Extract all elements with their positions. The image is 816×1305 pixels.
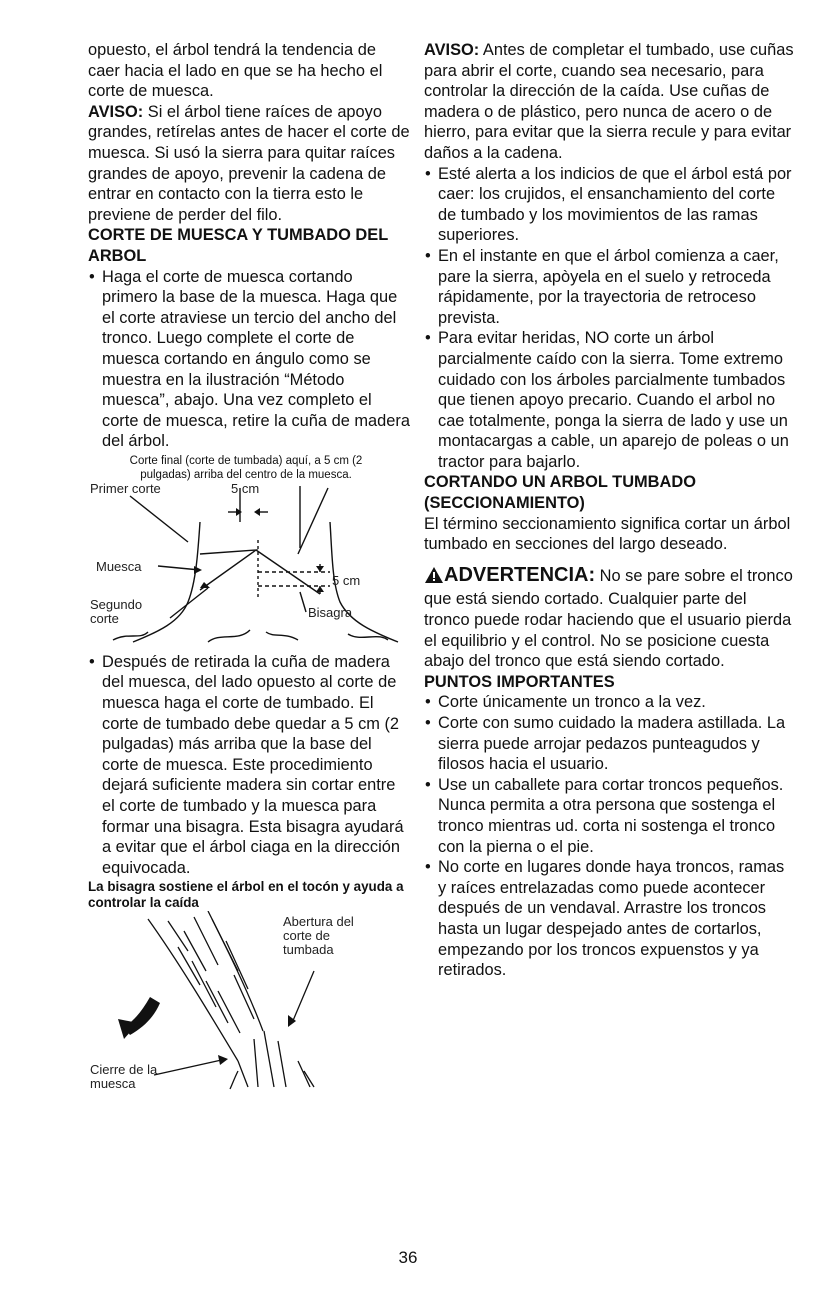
aviso-text: Antes de completar el tumbado, use cuñas para abrir el corte, cuando sea necesario, para controlar la dirección de la caída. Use cuñas de madera o de plástico, pero nunca de acero o de hierro, para evitar que la sierra recule y para evitar daños a la cadena. (424, 41, 794, 162)
warning-text: No se pare sobre el tronco que está siendo cortado. Cualquier parte del tronco puede rodar haciendo que el usuario pierda el equilibrio y el control. No se posicione cuesta abajo del tronco que está siendo cortado. (424, 566, 793, 671)
right-column (424, 40, 796, 981)
warning-triangle-icon (424, 566, 444, 590)
section-heading-bucking: CORTANDO UN ARBOL TUMBADO (SECCIONAMIENTO) (424, 473, 696, 513)
warning-title: ADVERTENCIA: (444, 563, 596, 586)
notch-list (88, 267, 410, 452)
label-cierre: Cierre de la muesca (90, 1062, 158, 1092)
warning-block (424, 565, 796, 672)
list-item: • No corte en lugares donde haya troncos, ramas y raíces entrelazadas como puede acontecer después de un vendaval. Arrastre los troncos hasta un lugar despejado antes de cortarlos, empezando por los troncos expuenstos y ya retirados. (424, 857, 796, 981)
paragraph-bucking: El término seccionamiento significa cortar un árbol tumbado en secciones del largo deseado. (424, 514, 791, 554)
label-abertura: Abertura del corte de tumbada (283, 914, 354, 958)
felling-list (88, 652, 410, 879)
list-item: • Haga el corte de muesca cortando primero la base de la muesca. Haga que el corte atraviese un tercio del ancho del tronco. Luego complete el corte de muesca cortando en ángulo como se muestra en la ilustración “Método muesca”, abajo. Una vez completo el corte de muesca, retire la cuña de madera del árbol. (88, 267, 410, 452)
aviso-label: AVISO: (88, 102, 144, 121)
aviso-text: Si el árbol tiene raíces de apoyo grandes, retírelas antes de hacer el corte de muesca. Si usó la sierra para quitar raíces grandes de apoyo, prevenir la cadena de entrar en contacto con la tierra esto le previene de perder del filo. (88, 102, 410, 224)
paragraph-intro: opuesto, el árbol tendrá la tendencia de caer hacia el lado en que se ha hecho el corte de muesca. (88, 41, 383, 101)
list-item: • Use un caballete para cortar troncos pequeños. Nunca permita a otra persona que sostenga el tronco mientras ud. corta ni sostenga el tronco con la pierna o el pie. (424, 775, 796, 857)
aviso-roots (88, 102, 410, 226)
important-points-list (424, 692, 796, 980)
label-bisagra: Bisagra (308, 604, 353, 620)
list-item: • Para evitar heridas, NO corte un árbol parcialmente caído con la sierra. Tome extremo cuidado con los árboles parcialmente tumbados que tienen apoyo precario. Cuando el arbol no cae totalmente, ponga la sierra de lado y use un montacargas a cable, un aparejo de poleas o un tractor para bajarlo. (424, 328, 796, 472)
left-column (88, 40, 410, 1091)
felling-safety-list (424, 164, 796, 473)
hinge-diagram (88, 911, 410, 1091)
section-heading-notch: CORTE DE MUESCA Y TUMBADO DEL ARBOL (88, 226, 388, 265)
aviso-wedges (424, 40, 796, 164)
aviso-label: AVISO: (424, 41, 480, 59)
notch-diagram (88, 482, 410, 648)
label-5cm-top: 5 cm (231, 480, 260, 496)
label-5cm-right: 5 cm (332, 572, 361, 588)
label-muesca: Muesca (96, 558, 142, 574)
figure-caption-felling: Corte final (corte de tumbada) aquí, a 5 cm (2 pulgadas) arriba del centro de la muesca. (129, 454, 363, 481)
hinge-caption: La bisagra sostiene el árbol en el tocón y ayuda a controlar la caída (88, 879, 404, 911)
label-primer-corte: Primer corte (90, 480, 161, 496)
list-item: • Corte únicamente un tronco a la vez. (424, 692, 796, 713)
section-heading-points: PUNTOS IMPORTANTES (424, 672, 615, 691)
list-item: • Después de retirada la cuña de madera del muesca, del lado opuesto al corte de muesca haga el corte de tumbado. El corte de tumbado debe quedar a 5 cm (2 pulgadas) más arriba que la base del corte de muesca. Este procedimiento dejará suficiente madera sin cortar entre el corte de tumbado y la muesca para formar una bisagra. Esta bisagra ayudará a evitar que el árbol ciaga en la dirección equivocada. (88, 652, 410, 879)
list-item: • Corte con sumo cuidado la madera astillada. La sierra puede arrojar pedazos punteagudos y filosos hacia el usuario. (424, 713, 796, 775)
list-item: • En el instante en que el árbol comienza a caer, pare la sierra, apòyela en el suelo y retroceda rápidamente, por la trayectoria de retroceso prevista. (424, 246, 796, 328)
list-item: • Esté alerta a los indicios de que el árbol está por caer: los crujidos, el ensanchamiento del corte de tumbado y los movimientos de las ramas superiores. (424, 164, 796, 246)
label-segundo-corte: Segundo corte (90, 596, 143, 626)
page-number: 36 (398, 1248, 418, 1267)
